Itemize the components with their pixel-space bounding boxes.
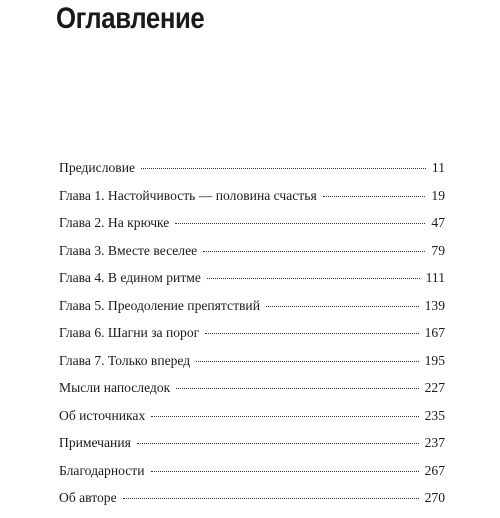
table-of-contents	[59, 160, 445, 518]
dot-leader	[207, 278, 420, 279]
toc-entry	[59, 188, 445, 216]
dot-leader	[196, 361, 418, 362]
dot-leader	[123, 498, 419, 499]
toc-entry-label: Предисловие	[59, 160, 136, 175]
toc-entry-page-number: 11	[431, 160, 445, 175]
toc-entry-page-number: 139	[424, 297, 445, 313]
toc-entry-label: Об авторе	[59, 490, 117, 505]
dot-leader	[175, 223, 425, 224]
toc-entry-page-number: 167	[424, 325, 445, 340]
toc-entry	[59, 298, 445, 326]
dot-leader	[137, 443, 419, 444]
toc-entry	[59, 490, 445, 518]
toc-entry-page-number: 270	[424, 490, 445, 505]
toc-entry-label: Благодарности	[59, 462, 145, 478]
toc-entry	[59, 435, 445, 463]
toc-entry	[59, 160, 445, 188]
toc-entry-label: Глава 1. Настойчивость — половина счастья	[59, 187, 317, 203]
toc-entry	[59, 463, 445, 491]
toc-entry-label: Глава 5. Преодоление препятствий	[59, 297, 260, 313]
toc-entry-label: Глава 7. Только вперед	[59, 352, 191, 368]
page-title: Оглавление	[56, 2, 205, 35]
dot-leader	[323, 196, 426, 197]
dot-leader	[205, 333, 418, 334]
toc-entry	[59, 215, 445, 243]
toc-entry	[59, 408, 445, 436]
toc-entry-label: Глава 4. В едином ритме	[59, 270, 201, 285]
dot-leader	[203, 251, 425, 252]
toc-entry	[59, 243, 445, 271]
toc-entry	[59, 270, 445, 298]
toc-entry-page-number: 237	[424, 435, 445, 450]
toc-entry-page-number: 195	[424, 352, 445, 368]
toc-entry-label: Глава 6. Шагни за порог	[59, 325, 200, 340]
toc-entry-page-number: 267	[424, 462, 445, 478]
dot-leader	[151, 471, 419, 472]
toc-entry-page-number: 111	[425, 270, 445, 285]
toc-entry	[59, 325, 445, 353]
dot-leader	[151, 416, 418, 417]
toc-entry	[59, 353, 445, 381]
dot-leader	[176, 388, 418, 389]
toc-entry-page-number: 19	[431, 187, 445, 203]
dot-leader	[141, 168, 426, 169]
dot-leader	[266, 306, 419, 307]
toc-entry-label: Глава 2. На крючке	[59, 215, 170, 230]
toc-entry-label: Мысли напоследок	[59, 380, 171, 395]
toc-entry-page-number: 235	[424, 407, 445, 423]
toc-entry-label: Об источниках	[59, 407, 146, 423]
toc-entry-page-number: 79	[431, 242, 445, 258]
toc-entry-page-number: 47	[431, 215, 445, 230]
toc-entry-label: Глава 3. Вместе веселее	[59, 242, 198, 258]
toc-entry-label: Примечания	[59, 435, 131, 450]
toc-entry	[59, 380, 445, 408]
toc-entry-page-number: 227	[424, 380, 445, 395]
